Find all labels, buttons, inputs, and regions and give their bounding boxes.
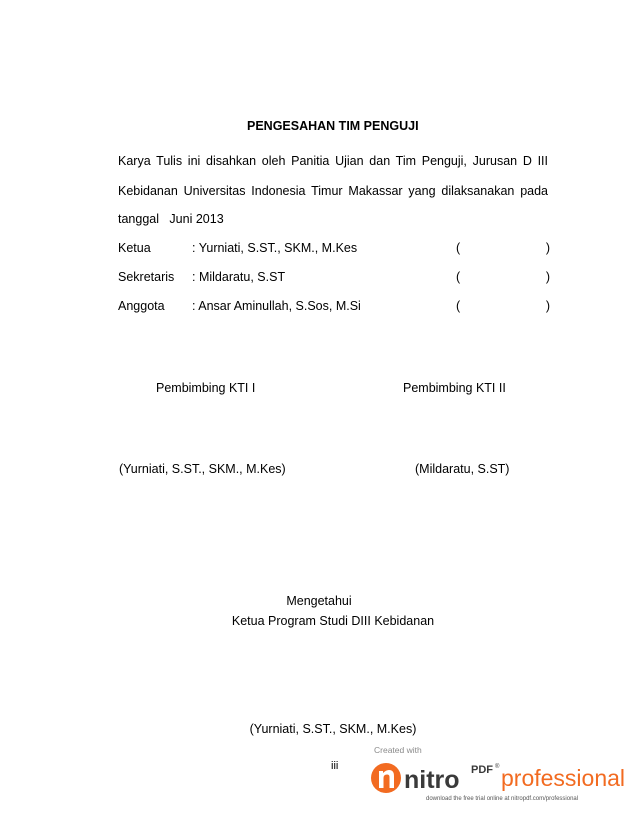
page-title-text: PENGESAHAN TIM PENGUJI <box>247 119 419 133</box>
committee-role: Anggota <box>118 299 165 313</box>
supervisor-2-label: Pembimbing KTI II <box>403 381 506 395</box>
acknowledgement-line-1: Mengetahui <box>286 594 352 608</box>
signature-open-paren: ( <box>456 241 461 255</box>
signature-close-paren: ) <box>545 270 550 284</box>
svg-text:download the free trial online: download the free trial online at nitropdf.com/professional <box>426 796 579 802</box>
nitro-pdf-watermark <box>370 744 632 802</box>
paragraph-line: tanggal Juni 2013 <box>118 212 224 226</box>
committee-name: : Ansar Aminullah, S.Sos, M.Si <box>192 299 361 313</box>
signature-open-paren: ( <box>456 299 461 313</box>
nitro-pdf-logo <box>370 744 632 802</box>
acknowledgement-line-2: Ketua Program Studi DIII Kebidanan <box>231 614 435 628</box>
supervisor-2-name: (Mildaratu, S.ST) <box>415 462 510 476</box>
committee-row-ketua <box>118 241 550 257</box>
committee-row-sekretaris <box>118 270 550 286</box>
acknowledgement-name: (Yurniati, S.ST., SKM., M.Kes) <box>249 722 417 736</box>
svg-text:®: ® <box>495 764 500 770</box>
committee-row-anggota <box>118 299 550 315</box>
committee-name: : Yurniati, S.ST., SKM., M.Kes <box>192 241 358 255</box>
svg-text:professional: professional <box>501 765 626 791</box>
svg-text:Created with: Created with <box>374 745 422 755</box>
supervisor-1-name: (Yurniati, S.ST., SKM., M.Kes) <box>119 462 286 476</box>
paragraph-line: Kebidanan Universitas Indonesia Timur Makassar yang dilaksanakan pada <box>118 184 548 198</box>
signature-close-paren: ) <box>545 241 550 255</box>
svg-text:PDF: PDF <box>471 764 493 776</box>
supervisor-1-label: Pembimbing KTI I <box>156 381 256 395</box>
page-number: iii <box>331 760 339 772</box>
committee-role: Sekretaris <box>118 270 175 284</box>
committee-role: Ketua <box>118 241 151 255</box>
committee-name: : Mildaratu, S.ST <box>192 270 286 284</box>
signature-open-paren: ( <box>456 270 461 284</box>
paragraph-line: Karya Tulis ini disahkan oleh Panitia Ujian dan Tim Penguji, Jurusan D III <box>118 154 548 168</box>
signature-close-paren: ) <box>545 299 550 313</box>
svg-text:nitro: nitro <box>404 766 460 794</box>
